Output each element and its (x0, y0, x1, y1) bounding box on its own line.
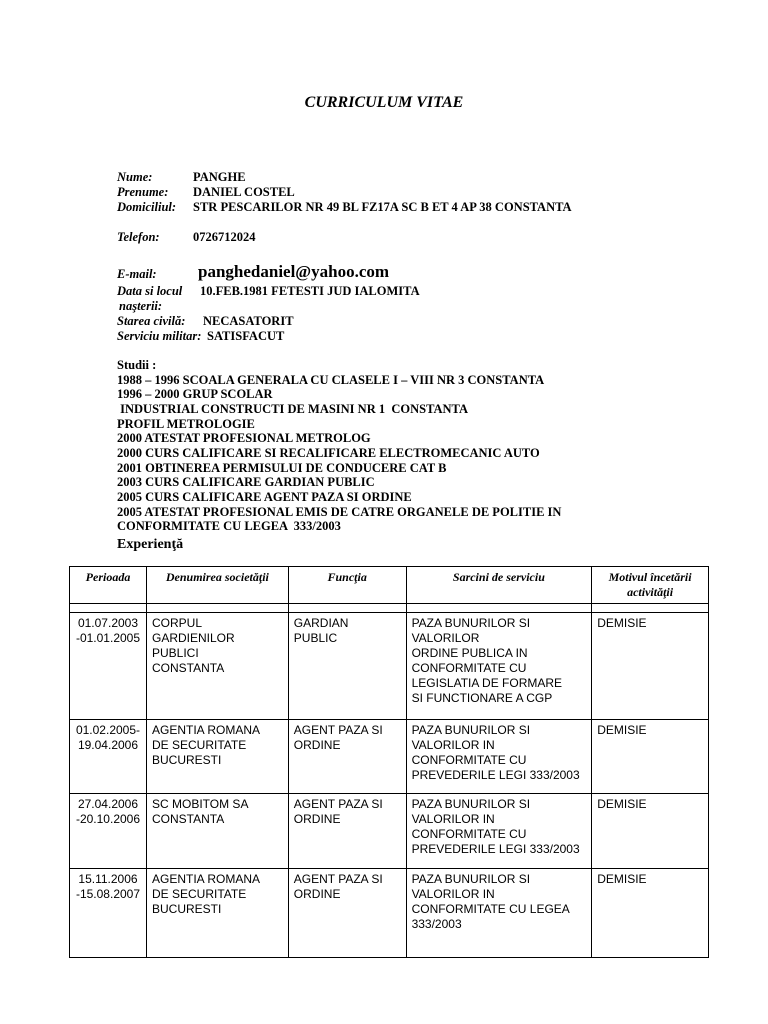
cell-functia: AGENT PAZA SI ORDINE (288, 720, 406, 794)
nume-value: PANGHE (193, 170, 246, 184)
header-functia: Funcţia (288, 567, 406, 604)
cell-societate: AGENTIA ROMANA DE SECURITATE BUCURESTI (146, 869, 288, 958)
serviciu-militar-value: SATISFACUT (207, 329, 285, 343)
studii-heading: Studii : (117, 358, 157, 372)
cell-functia: GARDIAN PUBLIC (288, 613, 406, 720)
studii-line: 2005 CURS CALIFICARE AGENT PAZA SI ORDINE (117, 489, 412, 504)
stare-civila-label: Starea civilă: (117, 314, 186, 328)
table-row (70, 613, 709, 720)
email-value: panghedaniel@yahoo.com (198, 262, 390, 281)
email-label: E-mail: (117, 267, 157, 281)
table-row (70, 794, 709, 869)
nume-label: Nume: (117, 170, 153, 184)
spacer-cell (288, 604, 406, 613)
studii-line: 1996 – 2000 GRUP SCOLAR (117, 387, 273, 402)
telefon-label: Telefon: (117, 230, 160, 244)
cell-societate: SC MOBITOM SA CONSTANTA (146, 794, 288, 869)
page-title: CURRICULUM VITAE (304, 94, 464, 111)
studii-line: 1988 – 1996 SCOALA GENERALA CU CLASELE I – VIII NR 3 CONSTANTA (117, 372, 545, 387)
header-motiv: Motivul încetării activităţii (592, 567, 709, 604)
cell-perioada: 01.07.2003 -01.01.2005 (70, 613, 147, 720)
cell-perioada: 15.11.2006 -15.08.2007 (70, 869, 147, 958)
cell-motiv: DEMISIE (592, 720, 709, 794)
spacer-cell (406, 604, 592, 613)
studii-line: PROFIL METROLOGIE (117, 416, 255, 431)
cell-sarcini: PAZA BUNURILOR SI VALORILOR IN CONFORMITATE CU PREVEDERILE LEGI 333/2003 (406, 720, 592, 794)
studii-line: INDUSTRIAL CONSTRUCTI DE MASINI NR 1 CONSTANTA (117, 401, 468, 416)
cell-societate: AGENTIA ROMANA DE SECURITATE BUCURESTI (146, 720, 288, 794)
telefon-value: 0726712024 (193, 230, 256, 244)
table-row (70, 869, 709, 958)
studii-line: 2000 CURS CALIFICARE SI RECALIFICARE ELECTROMECANIC AUTO (117, 445, 540, 460)
studii-section (117, 358, 561, 534)
experienta-heading: Experienţă (117, 537, 184, 552)
cell-sarcini: PAZA BUNURILOR SI VALORILOR IN CONFORMITATE CU LEGEA 333/2003 (406, 869, 592, 958)
studii-line: 2003 CURS CALIFICARE GARDIAN PUBLIC (117, 475, 375, 490)
cell-motiv: DEMISIE (592, 794, 709, 869)
studii-line: 2001 OBTINEREA PERMISULUI DE CONDUCERE CAT B (117, 460, 447, 475)
data-nasterii-label: Data si locul (117, 284, 183, 298)
cell-motiv: DEMISIE (592, 613, 709, 720)
spacer-cell (146, 604, 288, 613)
stare-civila-value: NECASATORIT (203, 314, 294, 328)
table-header-row (70, 567, 709, 604)
cell-sarcini: PAZA BUNURILOR SI VALORILOR ORDINE PUBLICA IN CONFORMITATE CU LEGISLATIA DE FORMARE SI FUNCTIONARE A CGP (406, 613, 592, 720)
header-sarcini: Sarcini de serviciu (406, 567, 592, 604)
table-row (70, 720, 709, 794)
spacer-row (70, 604, 709, 613)
studii-line: 2005 ATESTAT PROFESIONAL EMIS DE CATRE ORGANELE DE POLITIE IN (117, 504, 562, 519)
cell-sarcini: PAZA BUNURILOR SI VALORILOR IN CONFORMITATE CU PREVEDERILE LEGI 333/2003 (406, 794, 592, 869)
cell-functia: AGENT PAZA SI ORDINE (288, 869, 406, 958)
experience-table (69, 566, 709, 958)
prenume-value: DANIEL COSTEL (193, 185, 295, 199)
cell-perioada: 01.02.2005- 19.04.2006 (70, 720, 147, 794)
studii-line: 2000 ATESTAT PROFESIONAL METROLOG (117, 431, 371, 446)
studii-line: CONFORMITATE CU LEGEA 333/2003 (117, 519, 341, 534)
cell-societate: CORPUL GARDIENILOR PUBLICI CONSTANTA (146, 613, 288, 720)
spacer-cell (70, 604, 147, 613)
cell-perioada: 27.04.2006 -20.10.2006 (70, 794, 147, 869)
spacer-cell (592, 604, 709, 613)
serviciu-militar-label: Serviciu militar: (117, 329, 202, 343)
cell-motiv: DEMISIE (592, 869, 709, 958)
cell-functia: AGENT PAZA SI ORDINE (288, 794, 406, 869)
data-nasterii-value: 10.FEB.1981 FETESTI JUD IALOMITA (200, 284, 420, 298)
nasterii-label: naşterii: (119, 299, 163, 313)
header-perioada: Perioada (70, 567, 147, 604)
prenume-label: Prenume: (117, 185, 169, 199)
domiciliul-value: STR PESCARILOR NR 49 BL FZ17A SC B ET 4 AP 38 CONSTANTA (193, 200, 572, 214)
header-societate: Denumirea societăţii (146, 567, 288, 604)
domiciliul-label: Domiciliul: (117, 200, 177, 214)
